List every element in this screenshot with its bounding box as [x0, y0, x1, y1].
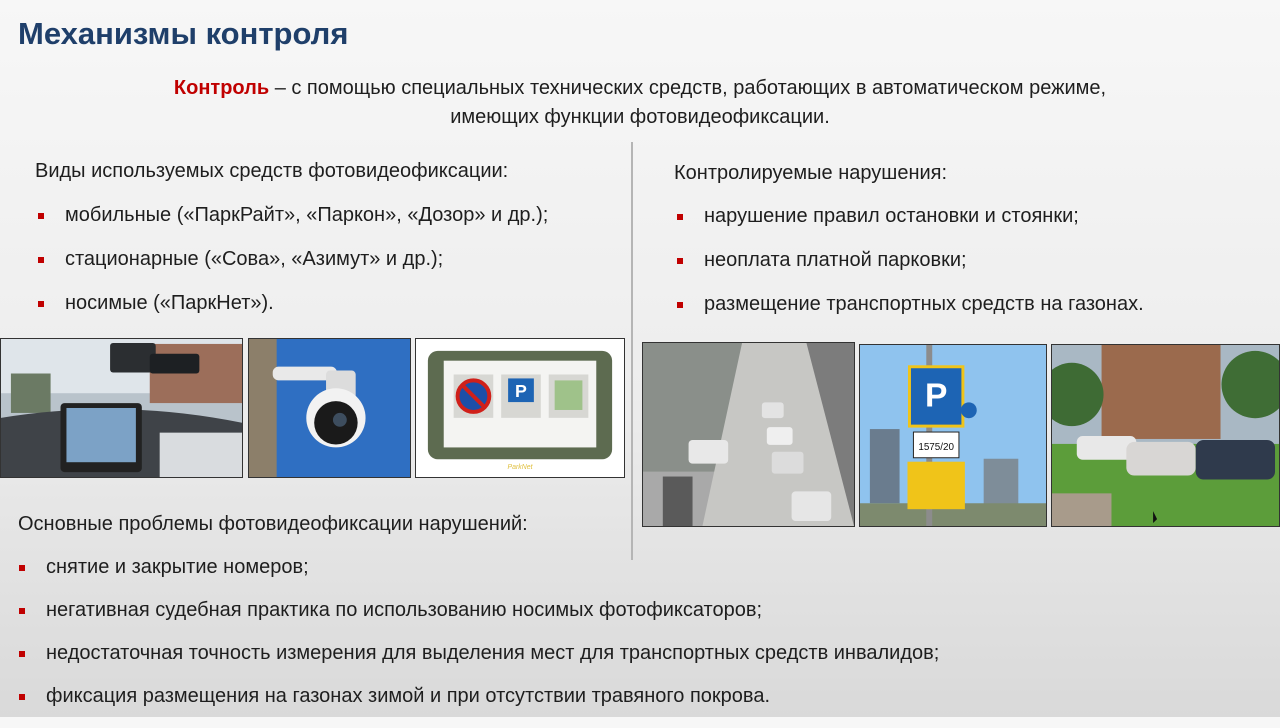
intro-keyword: Контроль — [173, 77, 270, 99]
mobile-device-photo — [0, 338, 243, 478]
list-item: размещение транспортных средств на газонах. — [674, 293, 1144, 337]
list-item: носимые («ПаркНет»). — [35, 292, 548, 336]
problems-heading: Основные проблемы фотовидеофиксации нарушений: — [18, 513, 528, 535]
lawn-parking-photo — [1051, 344, 1280, 527]
devices-list — [35, 204, 548, 336]
list-item: нарушение правил остановки и стоянки; — [674, 205, 1144, 249]
problems-list — [16, 556, 939, 728]
list-item: мобильные («ПаркРайт», «Паркон», «Дозор» и др.); — [35, 204, 548, 248]
violations-list — [674, 205, 1144, 337]
column-divider — [631, 142, 633, 560]
violations-heading: Контролируемые нарушения: — [674, 162, 948, 184]
slide-title: Механизмы контроля — [18, 16, 349, 51]
parking-sign-photo — [859, 344, 1047, 527]
list-item: недостаточная точность измерения для выделения мест для транспортных средств инвалидов; — [16, 642, 939, 685]
intro-line-2: имеющих функции фотовидеофиксации. — [450, 106, 830, 128]
list-item: снятие и закрытие номеров; — [16, 556, 939, 599]
intro-text — [60, 74, 1220, 132]
mobile-device-illustration — [1, 339, 242, 477]
street-illustration — [643, 343, 854, 526]
devices-heading: Виды используемых средств фотовидеофиксации: — [35, 160, 509, 182]
list-item: негативная судебная практика по использованию носимых фотофиксаторов; — [16, 599, 939, 642]
dome-camera-illustration — [249, 339, 410, 477]
parking-plate-sign: 1575/20 — [918, 441, 955, 453]
tablet-p-sign: P — [515, 381, 527, 402]
wearable-tablet-photo — [415, 338, 625, 478]
parking-p-sign: P — [924, 377, 948, 415]
list-item: стационарные («Сова», «Азимут» и др.); — [35, 248, 548, 292]
intro-line-1-text: – с помощью специальных технических средств, работающих в автоматическом режиме, — [269, 77, 1107, 99]
list-item: фиксация размещения на газонах зимой и при отсутствии травяного покрова. — [16, 685, 939, 728]
parking-sign-illustration — [860, 345, 1046, 526]
street-parking-photo — [642, 342, 855, 527]
list-item: неоплата платной парковки; — [674, 249, 1144, 293]
stationary-camera-photo — [248, 338, 411, 478]
tablet-brand-label: ParkNet — [507, 464, 533, 472]
intro-line-1 — [60, 74, 1220, 103]
tablet-illustration — [416, 339, 624, 477]
lawn-parking-illustration — [1052, 345, 1279, 526]
